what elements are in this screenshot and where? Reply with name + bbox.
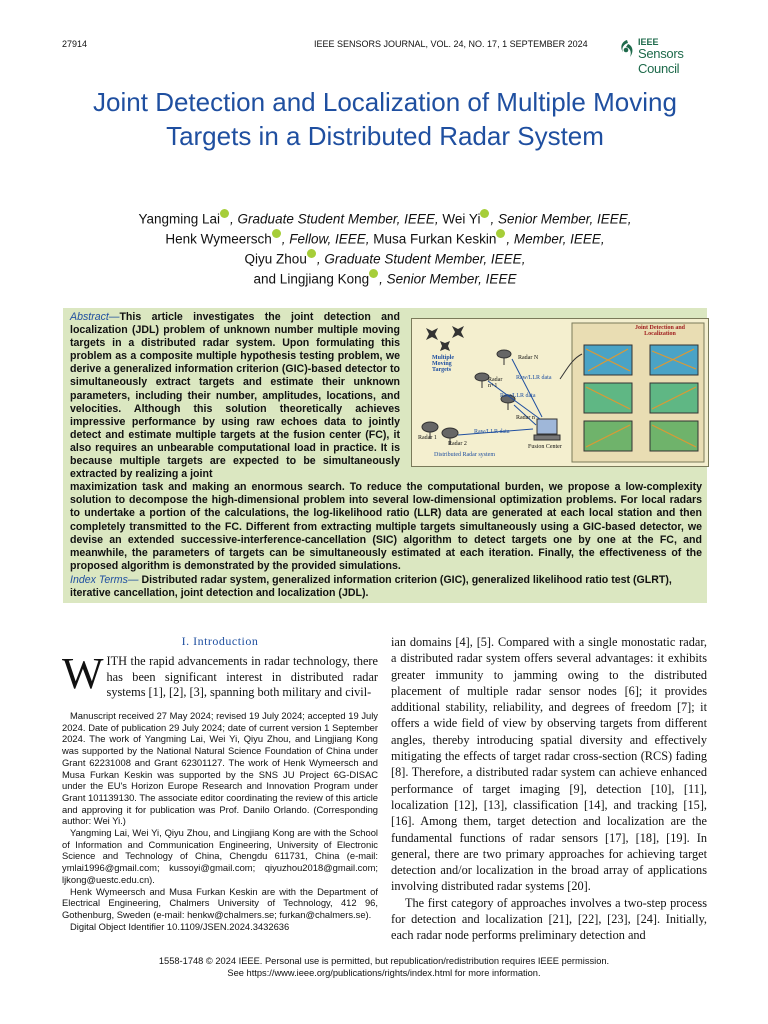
index-terms-label: Index Terms— [70,574,139,586]
drop-cap: W [62,649,104,698]
sensors-council-icon [618,39,636,59]
author-role: , Member, IEEE, [506,231,605,247]
orcid-icon[interactable] [307,249,316,258]
graphic-label: Raw/LLR data [516,375,552,381]
graphic-label: Fusion Center [528,444,562,450]
author-list [60,209,710,289]
right-column [391,634,707,944]
body-paragraph: ian domains [4], [5]. Compared with a single monostatic radar, a distributed radar system offers several advantages: it exhibits greater immunity to jamming owing to the distributed placement of multiple radar sensor nodes [6]; it provides additional stability, reliability, and degrees of freedom [7]; it offers a wide field of view by observing targets from different angles, thereby introducing spatial diversity and effectively mitigating the effects of target radar cross-section (RCS) fading [8]. Therefore, a distributed radar system can achieve enhanced performance of target imaging [9], detection [10], [11], localization [12], [13], classification [14], and tracking [15], [16]. Among them, target detection and localization are the fundamental functions of radar sensors [17], [18], [19]. In general, there are two primary approaches for achieving target detection and/or localization in the broad array of applications involving distributed radar systems [20]. [391,635,707,894]
abstract-body-a: This article investigates the joint detection and localization (JDL) problem of unknown number multiple moving targets in a distributed radar system. Upon formulating this problem as a composite multiple hypothesis testing problem, we derive a generalized information criterion (GIC)-based detector to simultaneously extract targets and estimate their unknown parameters, including their number, amplitudes, locations, and velocities. Although this solution theoretically achieves impressive performance by using raw echoes data to jointly detect and estimate multiple targets at the fusion center (FC), it also requires an unbearable computational load in practice. It is because multiple targets are expected to be simultaneously extracted by realizing a joint [70,311,400,481]
logo-top-text: IEEE [638,37,659,47]
logo-bottom-text: Sensors Council [638,46,684,76]
author-name: Wei Yi [438,211,481,227]
paper-title: Joint Detection and Localization of Multiple Moving Targets in a Distributed Radar System [93,87,677,151]
rights-line: See https://www.ieee.org/publications/rights/index.html for more information. [227,967,541,978]
orcid-icon[interactable] [220,209,229,218]
author-role: , Fellow, IEEE, [281,231,370,247]
copyright-line: 1558-1748 © 2024 IEEE. Personal use is permitted, but republication/redistribution requires IEEE permission. [158,956,610,966]
body-paragraph: The first category of approaches involves a two-step process for detection and localization [21], [22], [23], [24]. Initially, each radar node performs preliminary detection and [391,895,707,943]
graphic-label: Joint Detection and Localization [635,325,685,337]
graphic-label: Radar 1 [418,435,437,441]
orcid-icon[interactable] [480,209,489,218]
author-name: Yangming Lai [138,211,221,227]
footnote-doi: Digital Object Identifier 10.1109/JSEN.2024.3432636 [70,920,290,932]
index-terms [70,574,702,600]
graphic-label: Raw/LLR data [474,429,510,435]
abstract-label: Abstract— [70,311,120,323]
author-name: Qiyu Zhou [244,251,307,267]
abstract-text-narrow [70,311,400,481]
abstract [70,311,702,573]
intro-text: ITH the rapid advancements in radar technology, there has been significant interest in distributed radar systems [1], [2], [3], spanning both military and civil- [106,654,378,699]
graphic-label: Multiple Moving Targets [432,355,454,373]
copyright-footer [60,956,708,979]
footnote-affiliation-2: Henk Wymeersch and Musa Furkan Keskin are with the Department of Electrical Engineering, Chalmers University of Technology, 412 96, Gothenburg, Sweden (e-mail: henkw@chalmers.se; furkan@chalmers.se). [62,885,378,920]
footnote-manuscript: Manuscript received 27 May 2024; revised 19 July 2024; accepted 19 July 2024. Date of publication 29 July 2024; date of current version 1 September 2024. The work of Yangming Lai, Wei Yi, Qiyu Zhou, and Lingjiang Kong was supported by the National Natural Science Foundation of China under Grant 62231008 and Grant 62301127. The work of Henk Wymeersch and Musa Furkan Keskin was supported by the SNS JU Project 6G-DISAC under the EU's Horizon Europe Research and Innovation Program under Grant 101139130. The associate editor coordinating the review of this article and approving it for publication was Prof. Danilo Orlando. (Corresponding author: Wei Yi.) [62,710,378,827]
author-name: and Lingjiang Kong [253,271,370,287]
orcid-icon[interactable] [272,229,281,238]
index-terms-text: Distributed radar system, generalized information criterion (GIC), generalized likelihood ratio test (GLRT), iterative cancellation, joint detection and localization (JDL). [70,574,672,600]
author-name: Henk Wymeersch [165,231,272,247]
graphic-label: Raw/LLR data [500,393,536,399]
page-number: 27914 [62,39,88,49]
journal-header: IEEE SENSORS JOURNAL, VOL. 24, NO. 17, 1 SEPTEMBER 2024 [314,39,588,49]
author-role: , Graduate Student Member, IEEE, [230,211,439,227]
ieee-sensors-council-logo [618,37,728,76]
abstract-body-b: maximization task and making an enormous search. To reduce the computational burden, we propose a low-complexity solution to decompose the high-dimensional problem into several low-dimensional optimization problems. For local radars to undertake a portion of the calculations, the log-likelihood ratio (LLR) data are generated at each local station and then completely transmitted to the FC. Different from extracting multiple targets simultaneously using a GIC-based detector, we devise an extended successive-interference-cancellation (SIC) algorithm to detect targets one by one at the FC, and meanwhile, the parameters of targets can be simultaneously estimated at each iteration. Finally, the effectiveness of the proposed algorithm is demonstrated by the provided simulations. [70,481,702,572]
footnote [62,710,378,932]
graphic-label: Radar N [518,355,539,361]
author-role: , Senior Member, IEEE [379,271,517,287]
graphic-label: Radar n [516,415,535,421]
orcid-icon[interactable] [496,229,505,238]
author-role: , Graduate Student Member, IEEE, [316,251,526,267]
footnote-affiliation-1: Yangming Lai, Wei Yi, Qiyu Zhou, and Lingjiang Kong are with the School of Information and Communication Engineering, University of Electronic Science and Technology of China, Chengdu 611731, China (e-mail: ymlai1996@gmail.com; kussoyi@gmail.com; qiyuzhou2018@gmail.com; ljkong@uestc.edu.cn). [62,827,378,885]
section-heading: I. Introduction [181,634,259,648]
intro-paragraph [62,649,378,701]
graphic-label: Radar 2 [448,441,467,447]
graphic-label: Radar n+1 [488,377,503,389]
graphic-label: Distributed Radar system [434,452,495,458]
author-role: , Senior Member, IEEE, [490,211,632,227]
orcid-icon[interactable] [369,269,378,278]
author-name: Musa Furkan Keskin [369,231,497,247]
